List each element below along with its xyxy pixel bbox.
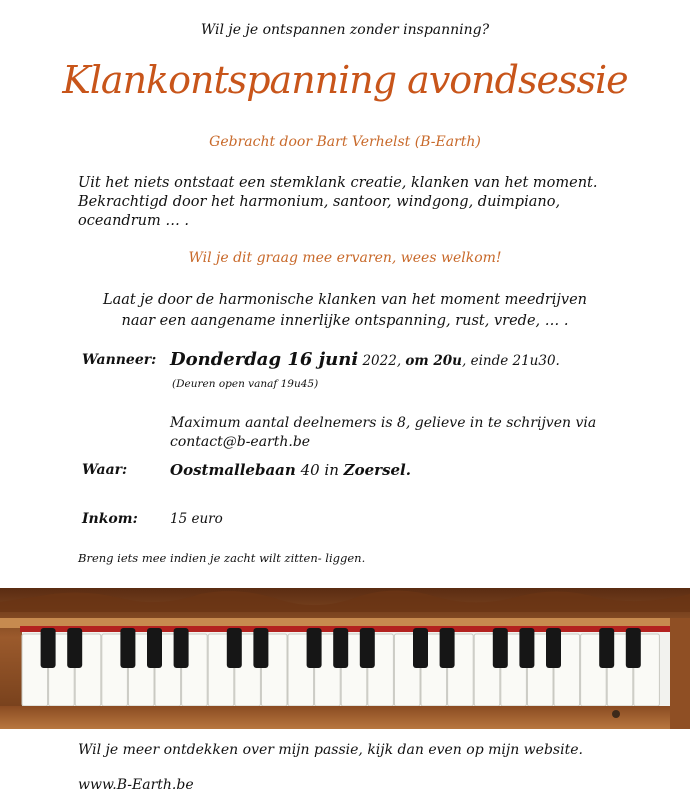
black-key (626, 628, 641, 668)
black-key (174, 628, 189, 668)
max-participants: Maximum aantal deelnemers is 8, gelieve in te schrijven via contact@b-earth.be (170, 415, 597, 450)
black-key (120, 628, 135, 668)
event-end: , einde 21u30. (462, 353, 560, 369)
black-key (440, 628, 455, 668)
welcome-text: Wil je dit graag mee ervaren, wees welkom! (188, 250, 502, 266)
wood-side (670, 618, 690, 729)
black-key (253, 628, 268, 668)
website-link[interactable]: www.B-Earth.be (78, 777, 194, 793)
event-day: Donderdag 16 juni (170, 349, 359, 370)
screw-icon (612, 710, 620, 718)
black-key (599, 628, 614, 668)
event-time: om 20u (405, 353, 462, 369)
black-key (67, 628, 82, 668)
intro-text: Uit het niets ontstaat een stemklank creatie, klanken van het moment. Bekrachtigd door het harmonium, santoor, windgong, duimpiano, oceandrum … . (78, 175, 598, 229)
invite-text (0, 290, 690, 332)
page-title: Klankontspanning avondsessie (62, 58, 628, 102)
where-label: Waar: (82, 462, 128, 478)
more-info: Wil je meer ontdekken over mijn passie, kijk dan even op mijn website. (78, 742, 583, 758)
street-number: 40 in (295, 461, 344, 479)
fee-price: 15 euro (170, 511, 223, 527)
black-key (413, 628, 428, 668)
town: Zoersel. (343, 461, 411, 479)
byline: Gebracht door Bart Verhelst (B-Earth) (209, 134, 481, 150)
street: Oostmallebaan (170, 461, 296, 479)
black-key (147, 628, 162, 668)
fee-label: Inkom: (82, 511, 138, 527)
black-keys (41, 628, 641, 668)
black-key (41, 628, 56, 668)
black-key (227, 628, 242, 668)
when-label: Wanneer: (82, 352, 157, 368)
doors-open: (Deuren open vanaf 19u45) (172, 378, 319, 390)
location (170, 461, 411, 479)
bring-note: Breng iets mee indien je zacht wilt zitten- liggen. (78, 551, 366, 565)
black-key (493, 628, 508, 668)
tagline: Wil je je ontspannen zonder inspanning? (200, 22, 490, 38)
black-key (333, 628, 348, 668)
black-key (546, 628, 561, 668)
invite-line-1: Laat je door de harmonische klanken van het moment meedrijven (102, 292, 588, 308)
black-key (307, 628, 322, 668)
date-line (170, 349, 560, 370)
event-year: 2022, (358, 353, 406, 369)
wood-front (0, 706, 690, 729)
harmonium-photo (0, 588, 690, 729)
black-key (360, 628, 375, 668)
invite-line-2: naar een aangename innerlijke ontspanning, rust, vrede, … . (121, 313, 569, 329)
black-key (519, 628, 534, 668)
